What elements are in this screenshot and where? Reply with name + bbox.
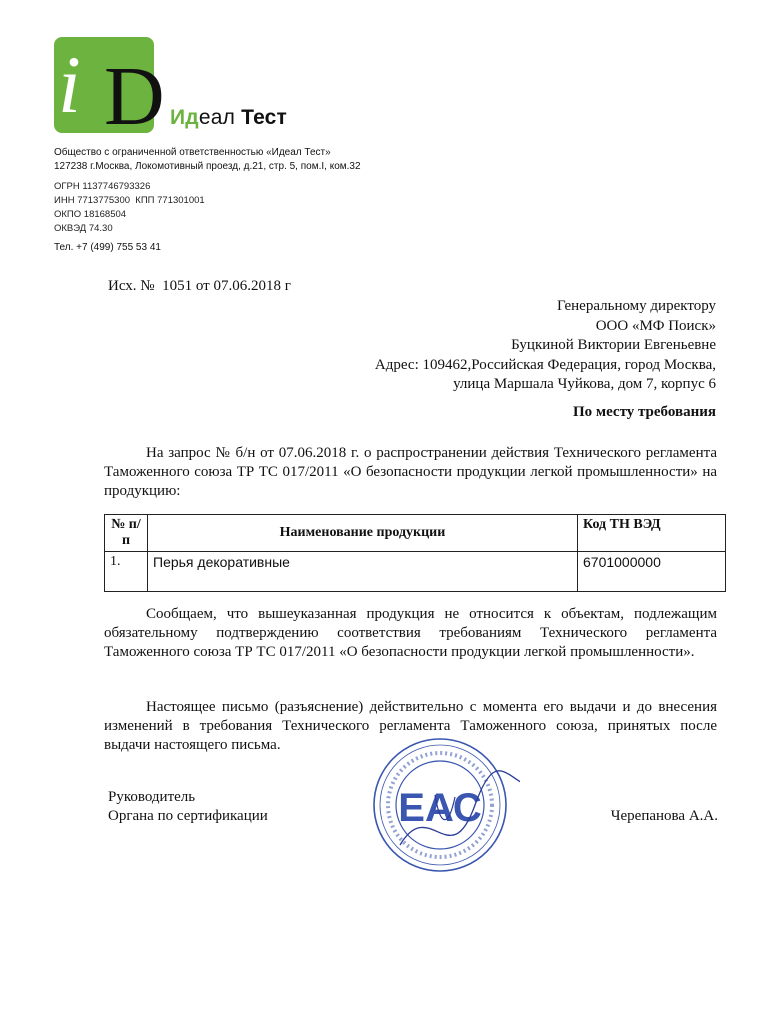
recipient-line: Буцкиной Виктории Евгеньевне (511, 337, 716, 353)
reg-inn-kpp: ИНН 7713775300 КПП 771301001 (54, 195, 205, 206)
brand-green-part: Ид (170, 106, 199, 129)
brand-second-word: Тест (241, 106, 288, 129)
header-hs-code: Код ТН ВЭД (578, 515, 726, 552)
signatory-name: Черепанова А.А. (610, 808, 718, 824)
org-registration (54, 180, 205, 236)
brand-name (170, 106, 287, 130)
signatory-role-line1: Руководитель (108, 789, 196, 805)
recipient-line: Адрес: 109462,Российская Федерация, город Москва, (374, 356, 716, 373)
paragraph-validity: Настоящее письмо (разъяснение) действительно с момента его выдачи и до внесения изменений в требования Технического регламента Таможенного союза, принятых после выдачи настоящего письма. (104, 699, 717, 753)
paragraph-notice: Сообщаем, что вышеуказанная продукция не относится к объектам, подлежащим обязательному подтверждению соответствия требованиям Технического регламента Таможенного союза ТР ТС 017/2011 «О безопасности продукции легкой промышленности». (104, 606, 717, 660)
header-number: № п/п (105, 515, 148, 552)
brand-rest-part: еал (198, 106, 236, 129)
product-table (104, 514, 726, 592)
org-name: Общество с ограниченной ответственностью «Идеал Тест» (54, 147, 331, 158)
logo-letter-d: D (104, 50, 165, 143)
reg-okpo: ОКПО 18168504 (54, 209, 127, 220)
row-product-name: Перья декоративные (148, 552, 578, 592)
row-number: 1. (105, 552, 148, 592)
header-product-name: Наименование продукции (148, 515, 578, 552)
location-heading: По месту требования (572, 404, 716, 420)
recipient-line: ООО «МФ Поиск» (595, 317, 716, 334)
official-stamp (370, 735, 520, 885)
recipient-line: Генеральному директору (556, 298, 716, 314)
table-header-row (105, 515, 726, 552)
outgoing-number: Исх. № 1051 от 07.06.2018 г (108, 278, 291, 294)
paragraph-request: На запрос № б/н от 07.06.2018 г. о распространении действия Технического регламента Таможенного союза ТР ТС 017/2011 «О безопасности продукции легкой промышленности» на продукцию: (104, 445, 717, 499)
reg-okved: ОКВЭД 74.30 (54, 223, 113, 234)
org-phone: Тел. +7 (499) 755 53 41 (54, 242, 161, 253)
signatory-role (108, 788, 268, 826)
signatory-role-line2: Органа по сертификации (108, 808, 268, 824)
recipient-block (375, 297, 716, 395)
reg-ogrn: ОГРН 1137746793326 (54, 181, 151, 192)
stamp-mark: ЕАС (398, 786, 482, 830)
org-address: 127238 г.Москва, Локомотивный проезд, д.21, стр. 5, пом.I, ком.32 (54, 161, 361, 172)
row-hs-code: 6701000000 (578, 552, 726, 592)
logo-letter-i: i (58, 39, 81, 130)
recipient-line: улица Маршала Чуйкова, дом 7, корпус 6 (453, 376, 716, 392)
table-row (105, 552, 726, 592)
